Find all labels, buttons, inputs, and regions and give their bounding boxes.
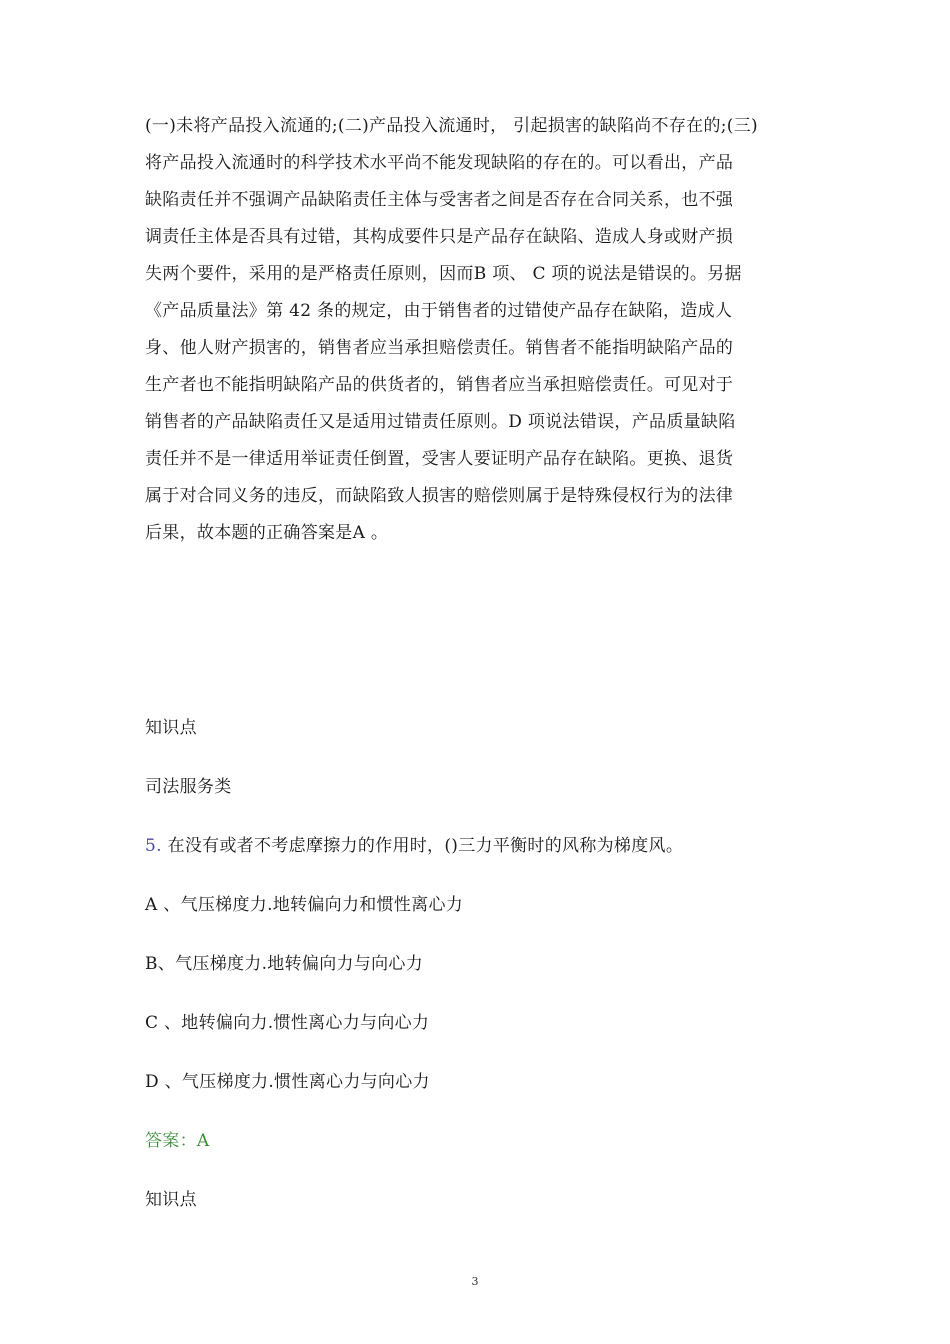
option-c: C 、地转偏向力.惯性离心力与向心力 [145,1013,430,1033]
explanation-line: 生产者也不能指明缺陷产品的供货者的，销售者应当承担赔偿责任。可见对于 [145,375,734,395]
option-a: A 、气压梯度力.地转偏向力和惯性离心力 [145,895,464,915]
category-label: 司法服务类 [145,777,232,797]
question-number-separator: . [156,836,162,856]
explanation-line: 销售者的产品缺陷责任又是适用过错责任原则。D 项说法错误，产品质量缺陷 [145,412,736,432]
answer-label: 答案：A [145,1131,210,1151]
explanation-line: 缺陷责任并不强调产品缺陷责任主体与受害者之间是否存在合同关系，也不强 [145,190,734,210]
explanation-line: 将产品投入流通时的科学技术水平尚不能发现缺陷的存在的。可以看出，产品 [145,153,734,173]
explanation-line: 后果，故本题的正确答案是A 。 [145,523,389,543]
knowledge-point-label: 知识点 [145,718,197,738]
option-b: B、气压梯度力.地转偏向力与向心力 [145,954,423,974]
question-line [145,834,683,858]
explanation-line: 调责任主体是否具有过错，其构成要件只是产品存在缺陷、造成人身或财产损 [145,227,734,247]
explanation-line: 《产品质量法》第 42 条的规定，由于销售者的过错使产品存在缺陷，造成人 [145,301,733,321]
option-d: D 、气压梯度力.惯性离心力与向心力 [145,1072,430,1092]
explanation-paragraph [145,108,825,552]
page-number: 3 [471,1275,479,1288]
explanation-line: (一)未将产品投入流通的;(二)产品投入流通时， 引起损害的缺陷尚不存在的;(三) [145,116,758,136]
explanation-line: 身、他人财产损害的，销售者应当承担赔偿责任。销售者不能指明缺陷产品的 [145,338,734,358]
explanation-line: 失两个要件，采用的是严格责任原则，因而B 项、 C 项的说法是错误的。另据 [145,264,742,284]
knowledge-point-label-2: 知识点 [145,1190,197,1210]
question-number: 5 [145,836,157,856]
explanation-line: 责任并不是一律适用举证责任倒置，受害人要证明产品存在缺陷。更换、退货 [145,449,734,469]
question-text: 在没有或者不考虑摩擦力的作用时，()三力平衡时的风称为梯度风。 [167,836,684,856]
explanation-line: 属于对合同义务的违反，而缺陷致人损害的赔偿则属于是特殊侵权行为的法律 [145,486,734,506]
